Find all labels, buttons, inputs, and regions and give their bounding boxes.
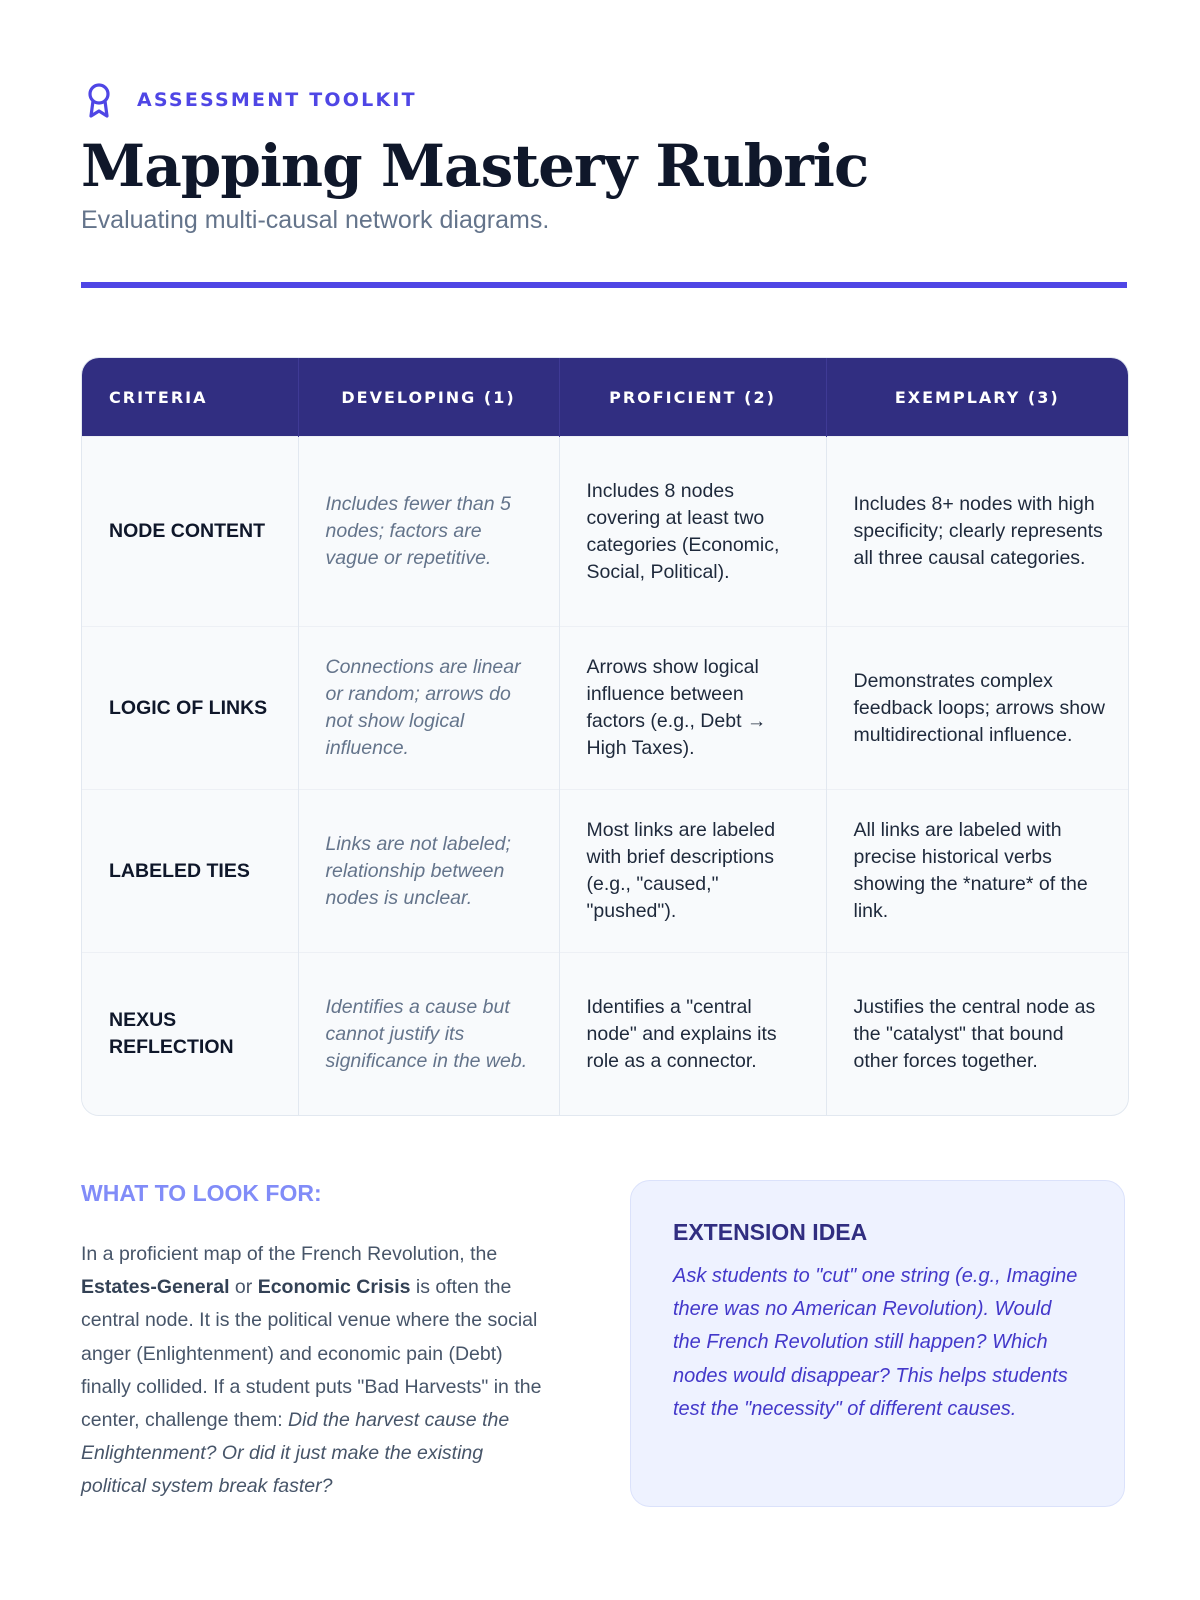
page-title: Mapping Mastery Rubric [81,132,869,200]
table-row [82,953,1128,1116]
look-for-heading: WHAT TO LOOK FOR: [81,1180,322,1206]
rubric-header-row [82,358,1128,437]
look-for-body [81,1238,551,1504]
column-header-criteria: CRITERIA [82,358,298,437]
exemplary-cell: All links are labeled with precise historical verbs showing the *nature* of the link. [826,790,1128,953]
extension-text: Ask students to "cut" one string (e.g., Imagine there was no American Revolution). Would the French Revolution still happen? Which nodes would disappear? This helps students test the "necessity" of different causes. [673,1265,1078,1420]
look-for-question: Did the harvest cause the Enlightenment? Or did it just make the existing political system break faster? [81,1409,510,1498]
proficient-cell: Identifies a "central node" and explains its role as a connector. [559,953,826,1116]
proficient-cell: Arrows show logical influence between factors (e.g., Debt → High Taxes). [559,627,826,790]
extension-idea-card [630,1180,1125,1507]
proficient-cell: Includes 8 nodes covering at least two categories (Economic, Social, Political). [559,437,826,627]
column-header-developing: DEVELOPING (1) [298,358,559,437]
header-divider [81,282,1127,288]
criteria-cell: NEXUS REFLECTION [82,953,298,1116]
exemplary-cell: Justifies the central node as the "catalyst" that bound other forces together. [826,953,1128,1116]
table-row [82,437,1128,627]
proficient-cell: Most links are labeled with brief descriptions (e.g., "caused," "pushed"). [559,790,826,953]
exemplary-cell: Demonstrates complex feedback loops; arrows show multidirectional influence. [826,627,1128,790]
column-header-exemplary: EXEMPLARY (3) [826,358,1128,437]
look-for-highlight: Estates-General [81,1276,230,1299]
developing-cell: Connections are linear or random; arrows do not show logical influence. [298,627,559,790]
eyebrow [81,80,417,120]
developing-cell: Identifies a cause but cannot justify its significance in the web. [298,953,559,1116]
look-for-text: In a proficient map of the French Revolution, the [81,1243,498,1265]
eyebrow-label: ASSESSMENT TOOLKIT [137,89,417,111]
rubric-table [81,357,1129,1116]
page-subtitle: Evaluating multi-causal network diagrams. [81,206,550,234]
criteria-cell: LOGIC OF LINKS [82,627,298,790]
criteria-cell: NODE CONTENT [82,437,298,627]
exemplary-cell: Includes 8+ nodes with high specificity; clearly represents all three causal categories. [826,437,1128,627]
table-row [82,627,1128,790]
developing-cell: Links are not labeled; relationship between nodes is unclear. [298,790,559,953]
look-for-text: or [229,1276,258,1299]
extension-heading: EXTENSION IDEA [673,1219,868,1245]
look-for-highlight: Economic Crisis [257,1276,411,1299]
criteria-cell: LABELED TIES [82,790,298,953]
developing-cell: Includes fewer than 5 nodes; factors are vague or repetitive. [298,437,559,627]
column-header-proficient: PROFICIENT (2) [559,358,826,437]
look-for-text: is often the central node. It is the political venue where the social anger (Enlightenment) and economic pain (Debt) finally collided. If a student puts "Bad Harvests" in the center, challenge them: [81,1276,542,1432]
award-ribbon-icon [81,80,121,120]
table-row [82,790,1128,953]
